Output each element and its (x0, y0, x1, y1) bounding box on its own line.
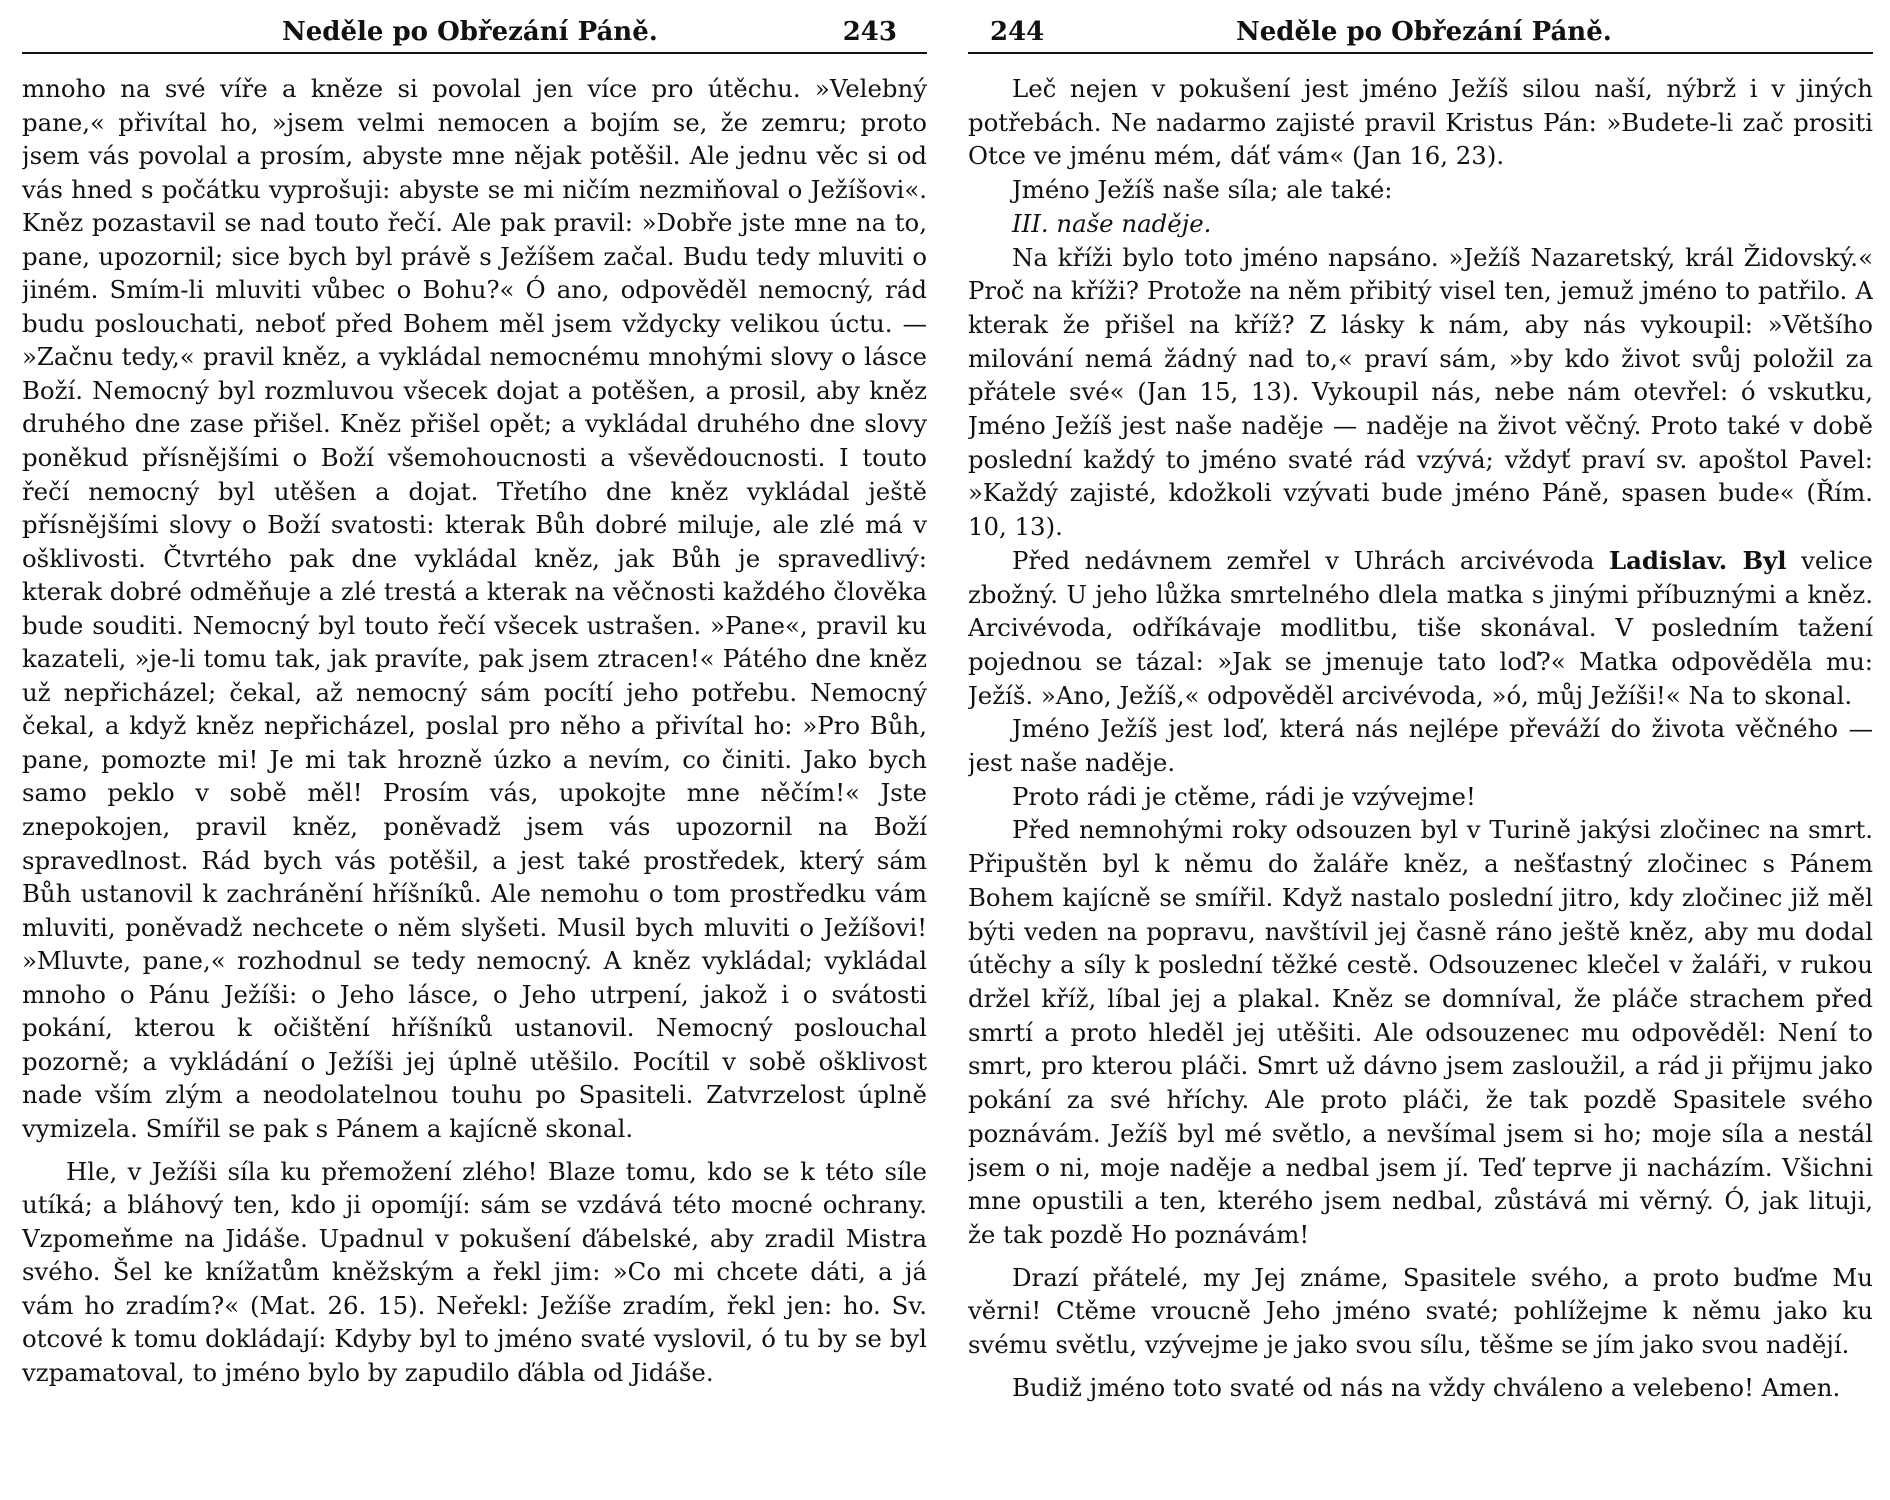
right-paragraph-9: Budiž jméno toto svaté od nás na vždy chváleno a velebeno! Amen. (1012, 1372, 1841, 1402)
left-page (22, 14, 927, 1484)
right-running-head (968, 14, 1873, 54)
left-paragraph-1: mnoho na své víře a kněze si povolal jen více pro útěchu. »Velebný pane,« přivítal ho, »jsem velmi nemocen a bojím se, že zemru; proto jsem vás povolal a prosím, abyste mne nějak potěšil. Ale jednu věc si od vás hned s počátku vyprošuji: abyste se mi ničím nezmiňoval o Ježíšovi«. Kněz pozastavil se nad touto řečí. Ale pak pravil: »Dobře jste mne na to, pane, upozornil; sice bych byl právě s Ježíšem začal. Budu tedy mluviti o jiném. Smím-li mluviti vůbec o Bohu?« Ó ano, odpověděl nemocný, rád budu poslouchati, neboť před Bohem měl jsem vždycky velikou úctu. — »Začnu tedy,« pravil kněz, a vykládal nemocnému mnohými slovy o lásce Boží. Nemocný byl rozmluvou všecek dojat a potěšen, a prosil, aby kněz druhého dne zase přišel. Kněz přišel opět; a vykládal druhého dne slovy poněkud přísnějšími o Boží všemohoucnosti a vševědoucnosti. I touto řečí nemocný byl utěšen a dojat. Třetího dne kněz vykládal ještě přísnějšími slovy o Boží svatosti: kterak Bůh dobré miluje, ale zlé má v ošklivosti. Čtvrtého pak dne vykládal kněz, jak Bůh je spravedlivý: kterak dobré odměňuje a zlé trestá a kterak na věčnosti každého člověka bude souditi. Nemocný byl touto řečí všecek ustrašen. »Pane«, pravil ku kazateli, »je-li tomu tak, jak pravíte, pak jsem ztracen!« Pátého dne kněz už nepřicházel; čekal, až nemocný sám pocítí jeho potřebu. Nemocný čekal, a když kněz nepřicházel, poslal pro něho a přivítal ho: »Pro Bůh, pane, pomozte mi! Je mi tak hrozně úzko a nevím, co činiti. Jako bych samo peklo v sobě měl! Prosím vás, upokojte mne něčím!« Jste znepokojen, pravil kněz, poněvadž jsem vás upozornil na Boží spravedlnost. Rád bych vás potěšil, a jest také prostředek, který sám Bůh ustanovil k zachránění hříšníků. Ale nemohu o tom prostředku vám mluviti, poněvadž nechcete o něm slyšeti. Musil bych mluviti o Ježíšovi! »Mluvte, pane,« rozhodnul se tedy nemocný. A kněz vykládal; vykládal mnoho o Pánu Ježíši: o Jeho lásce, o Jeho utrpení, jakož i o svátosti pokání, kterou k očištění hříšníků ustanovil. Nemocný poslouchal pozorně; a vykládání o Ježíši jej úplně utěšilo. Pocítil v sobě ošklivost nade vším zlým a neodolatelnou touhu po Spasiteli. Zatvrzelost úplně vymizela. Smířil se pak s Pánem a kajícně skonal. (22, 74, 927, 1143)
left-body-text (22, 72, 927, 1389)
right-body-text (968, 72, 1873, 1404)
right-paragraph-4-rest: velice zbožný. U jeho lůžka smrtelného dlela matka s jinými příbuznými a kněz. Arcivévoda, odříkávaje modlitbu, tiše skonával. V posledním tažení pojednou se tázal: »Jak se jmenuje tato loď?« Matka odpověděla mu: Ježíš. »Ano, Ježíš,« odpověděl arcivévoda, »ó, můj Ježíši!« Na to skonal. (968, 545, 1873, 710)
left-running-head (22, 14, 927, 54)
right-paragraph-8: Drazí přátelé, my Jej známe, Spasitele svého, a proto buďme Mu věrni! Ctěme vroucně Jeho jméno svaté; pohlížejme k němu jako ku svému světlu, vzývejme je jako svou sílu, těšme se jím jako svou nadějí. (968, 1262, 1873, 1360)
left-running-title: Neděle po Obřezání Páně. (282, 17, 658, 47)
left-paragraph-2: Hle, v Ježíši síla ku přemožení zlého! Blaze tomu, kdo se k této síle utíká; a bláhový ten, kdo ji opomíjí: sám se vzdává této mocné ochrany. Vzpomeňme na Jidáše. Upadnul v pokušení ďábelské, aby zradil Mistra svého. Šel ke knížatům kněžským a řekl jim: »Co mi chcete dáti, a já vám ho zradím?« (Mat. 26. 15). Neřekl: Ježíše zradím, řekl jen: ho. Sv. otcové k tomu dokládají: Kdyby byl to jméno svaté vyslovil, ó tu by se byl vzpamatoval, to jméno bylo by zapudilo ďábla od Jidáše. (22, 1156, 927, 1387)
right-paragraph-7: Před nemnohými roky odsouzen byl v Turině jakýsi zločinec na smrt. Připuštěn byl k němu do žaláře kněz, a nešťastný zločinec s Pánem Bohem kajícně se smířil. Když nastalo poslední jitro, kdy zločinec již měl býti veden na popravu, navštívil jej časně ráno ještě kněz, aby mu dodal útěchy a síly k poslední těžké cestě. Odsouzenec klečel v žaláři, v rukou držel kříž, líbal jej a plakal. Kněz se domníval, že pláče strachem před smrtí a proto hleděl jej utěšiti. Ale odsouzenec mu odpověděl: Není to smrt, pro kterou pláči. Smrt už dávno jsem zasloužil, a rád ji přijmu jako pokání za své hříchy. Ale proto pláči, že tak pozdě Spasitele svého poznávám. Ježíš byl mé světlo, a nevšímal jsem si ho; moje síla a nestál jsem o ni, moje naděje a nedbal jsem jí. Teď teprve ji nacházím. Všichni mne opustili a ten, kterého jsem nedbal, zůstává mi věrný. Ó, jak lituji, že tak pozdě Ho poznávám! (968, 815, 1873, 1249)
right-paragraph-2: Jméno Ježíš naše síla; ale také: (1012, 175, 1393, 205)
right-paragraph-1: Leč nejen v pokušení jest jméno Ježíš silou naší, nýbrž i v jiných potřebách. Ne nadarmo zajisté pravil Kristus Pán: »Budete-li zač prositi Otce ve jménu mém, dáť vám« (Jan 16, 23). (968, 74, 1873, 171)
right-paragraph-6: Proto rádi je ctěme, rádi je vzývejme! (1012, 781, 1476, 811)
right-paragraph-3: Na kříži bylo toto jméno napsáno. »Ježíš Nazaretský, král Židovský.« Proč na kříži? Protože na něm přibitý visel ten, jemuž jméno to patřilo. A kterak že přišel na kříž? Z lásky k nám, aby nás vykoupil: »Většího milování nemá žádný nad to,« praví sám, »by kdo život svůj položil za přátele své« (Jan 15, 13). Vykoupil nás, nebe nám otevřel: ó vskutku, Jméno Ježíš jest naše naděje — naděje na život věčný. Proto také v době poslední každý to jméno svaté rád vzývá; vždyť praví sv. apoštol Pavel: »Každý zajisté, kdožkoli vzývati bude jméno Páně, spasen bude« (Řím. 10, 13). (968, 242, 1873, 542)
right-running-title: Neděle po Obřezání Páně. (1236, 17, 1612, 47)
left-page-number: 243 (842, 17, 897, 47)
right-page-number: 244 (990, 17, 1045, 47)
right-paragraph-4-lead: Před nedávnem zemřel v Uhrách arcivévoda (1012, 545, 1595, 575)
right-page (968, 14, 1873, 1484)
archduke-name: Ladislav. Byl (1608, 545, 1787, 575)
right-paragraph-5: Jméno Ježíš jest loď, která nás nejlépe převáží do života věčného — jest naše naděje. (968, 714, 1873, 778)
right-paragraph-4 (968, 544, 1873, 713)
section-heading-iii: III. naše naděje. (1012, 208, 1212, 238)
